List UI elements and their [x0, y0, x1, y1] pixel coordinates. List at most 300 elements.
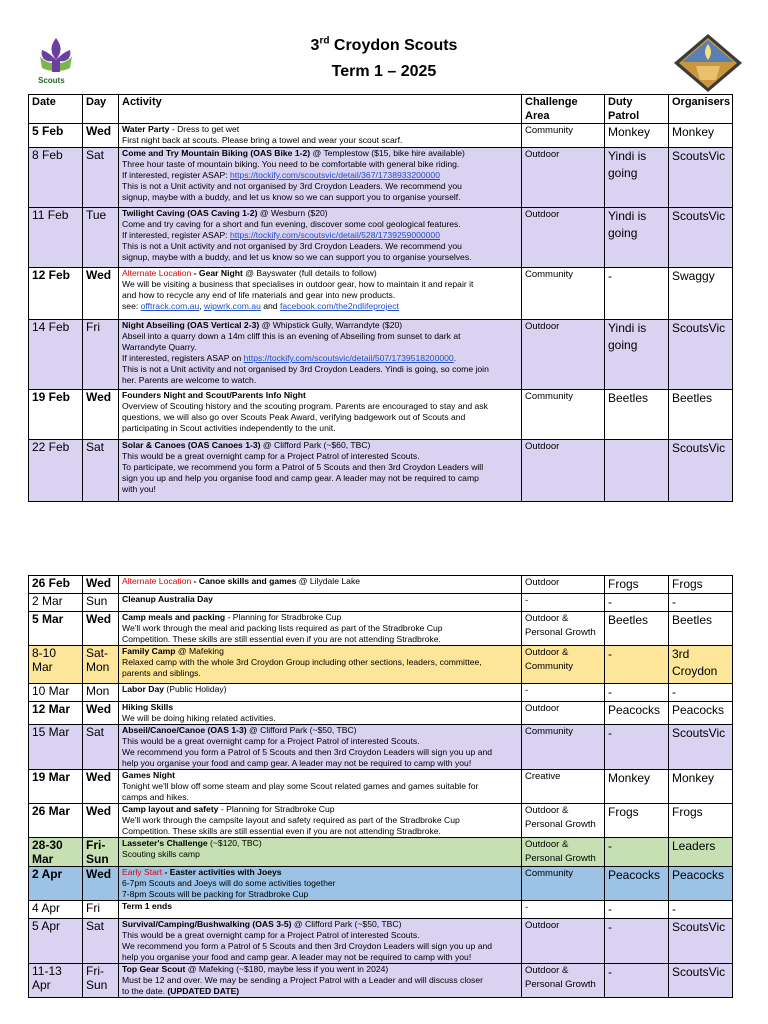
challenge-area-cell: Community — [522, 725, 605, 770]
activity-heading — [122, 594, 518, 605]
challenge-area-cell: Outdoor & Personal Growth — [522, 804, 605, 838]
duty-patrol-cell: Monkey — [605, 770, 669, 804]
activity-text: We will be visiting a business that specialises in outdoor gear, how to maintain it and repair it — [122, 279, 474, 289]
activity-link[interactable]: https://tockify.com/scoutsvic/detail/367/1738933200000 — [229, 170, 440, 180]
date-text: 11-13 Apr — [32, 964, 62, 992]
activity-location-note: Early Start — [122, 867, 163, 877]
organisers-cell: Beetles — [669, 390, 733, 440]
day-text: Sat — [86, 148, 105, 162]
activity-link[interactable]: offtrack.com.au — [140, 301, 200, 311]
schedule-body-2 — [29, 576, 733, 998]
activity-text: her. Parents are welcome to watch. — [122, 375, 257, 385]
day-text: Mon — [86, 684, 110, 698]
activity-title: Twilight Caving (OAS Caving 1-2) — [122, 208, 258, 218]
activity-title: Camp meals and packing — [122, 612, 226, 622]
duty-patrol-cell: Peacocks — [605, 867, 669, 901]
table-row — [29, 684, 733, 702]
date-text: 14 Feb — [32, 320, 70, 334]
activity-cell — [119, 440, 522, 502]
day-text: Sat — [86, 440, 105, 454]
duty-patrol-cell: Beetles — [605, 390, 669, 440]
date-text: 10 Mar — [32, 684, 70, 698]
badge-icon — [672, 32, 744, 94]
duty-patrol-cell: Yindi is going — [605, 148, 669, 208]
activity-detail: - Dress to get wet — [169, 124, 240, 134]
activity-text: To participate, we recommend you form a Patrol of 5 Scouts and then 3rd Croydon Leaders will — [122, 462, 484, 472]
organisers-cell: ScoutsVic — [669, 725, 733, 770]
activity-title: Abseil/Canoe/Canoe (OAS 1-3) — [122, 725, 247, 735]
organisers-cell: ScoutsVic — [669, 964, 733, 998]
activity-link[interactable]: https://tockify.com/scoutsvic/detail/507/1739518200000 — [243, 353, 454, 363]
activity-text: If interested, register ASAP: — [122, 170, 230, 180]
day-cell — [83, 964, 119, 998]
date-text: 19 Mar — [32, 770, 71, 784]
activity-line — [122, 941, 518, 952]
activity-title: Cleanup Australia Day — [122, 594, 213, 604]
activity-heading — [122, 901, 518, 912]
activity-text: Three hour taste of mountain biking. You need to be comfortable with general bike riding. — [122, 159, 460, 169]
activity-cell — [119, 838, 522, 867]
activity-title: Family Camp — [122, 646, 176, 656]
activity-detail: - Planning for Stradbroke Cup — [218, 804, 335, 814]
activity-line — [122, 975, 518, 986]
schedule-table-1 — [28, 94, 733, 502]
activity-text: 6-7pm Scouts and Joeys will do some activities together — [122, 878, 336, 888]
day-cell — [83, 702, 119, 725]
date-cell — [29, 867, 83, 901]
day-text: Sun — [86, 594, 108, 608]
activity-line — [122, 353, 518, 364]
duty-patrol-cell: Beetles — [605, 612, 669, 646]
activity-line — [122, 301, 518, 312]
table-row — [29, 612, 733, 646]
day-cell — [83, 612, 119, 646]
activity-text: and — [260, 301, 280, 311]
activity-title: Term 1 ends — [122, 901, 172, 911]
challenge-area-cell: Community — [522, 867, 605, 901]
organisers-cell: Monkey — [669, 124, 733, 148]
activity-detail: @ Lilydale Lake — [296, 576, 361, 586]
activity-text: If interested, register ASAP: — [122, 230, 230, 240]
date-text: 12 Feb — [32, 268, 71, 282]
duty-patrol-cell: Peacocks — [605, 702, 669, 725]
duty-patrol-cell: - — [605, 725, 669, 770]
activity-text: questions, we will also go over Scouts Peak Award, verifying badgework out of Scouts and — [122, 412, 466, 422]
activity-text: This would be a great overnight camp for a Project Patrol of interested Scouts. — [122, 451, 420, 461]
challenge-area-cell: Outdoor — [522, 919, 605, 964]
activity-title: Night Abseiling (OAS Vertical 2-3) — [122, 320, 260, 330]
activity-text: , — [199, 301, 205, 311]
challenge-area-cell: Outdoor & Community — [522, 646, 605, 684]
table-row — [29, 594, 733, 612]
activity-line — [122, 412, 518, 423]
activity-line — [122, 451, 518, 462]
activity-heading — [122, 208, 518, 219]
activity-text: participating in Scout activities independently to the unit. — [122, 423, 336, 433]
activity-line — [122, 781, 518, 792]
organisers-cell: ScoutsVic — [669, 208, 733, 268]
day-text: Fri-Sun — [86, 838, 109, 866]
activity-line — [122, 623, 518, 634]
activity-title: Founders Night and Scout/Parents Info Night — [122, 390, 306, 400]
col-header-activity: Activity — [119, 95, 522, 124]
activity-cell — [119, 964, 522, 998]
activity-line — [122, 462, 518, 473]
table-row — [29, 804, 733, 838]
activity-title: - Easter activities with Joeys — [162, 867, 282, 877]
day-cell — [83, 594, 119, 612]
day-text: Wed — [86, 612, 112, 626]
activity-heading — [122, 804, 518, 815]
activity-text: This is not a Unit activity and not organised by 3rd Croydon Leaders. We recommend you — [122, 181, 462, 191]
activity-text: Competition. These skills are still essential even if you are not attending Stradbroke. — [122, 634, 441, 644]
activity-line — [122, 668, 518, 679]
activity-cell — [119, 268, 522, 320]
activity-text: Abseil into a quarry down a 14m cliff this is an evening of Abseiling from sunset to dark at — [122, 331, 461, 341]
activity-text: parents and siblings. — [122, 668, 201, 678]
activity-text: We'll work through the campsite layout and safety required as part of the Stradbroke Cup — [122, 815, 460, 825]
day-cell — [83, 124, 119, 148]
activity-line — [122, 401, 518, 412]
day-cell — [83, 440, 119, 502]
activity-cell — [119, 148, 522, 208]
day-cell — [83, 804, 119, 838]
activity-detail: @ Mafeking — [175, 646, 224, 656]
date-text: 28-30 Mar — [32, 838, 63, 866]
date-text: 5 Feb — [32, 124, 64, 138]
duty-patrol-cell: Yindi is going — [605, 208, 669, 268]
date-cell — [29, 612, 83, 646]
activity-cell — [119, 804, 522, 838]
activity-text: signup, maybe with a buddy, and let us know so we can support you to organise yourself. — [122, 192, 461, 202]
activity-line — [122, 279, 518, 290]
activity-text: We recommend you form a Patrol of 5 Scouts and then 3rd Croydon Leaders will sign you up and — [122, 747, 493, 757]
day-text: Sat — [86, 725, 105, 739]
page-subtitle: Term 1 – 2025 — [331, 63, 437, 80]
activity-line — [122, 889, 518, 900]
activity-heading — [122, 390, 518, 401]
activity-text: Come and try caving for a short and fun evening, discover some cool geological features. — [122, 219, 461, 229]
table-header-row — [29, 95, 733, 124]
organisers-cell: Leaders — [669, 838, 733, 867]
col-header-challenge-area: Challenge Area — [522, 95, 605, 124]
activity-line — [122, 484, 518, 495]
activity-text: Tonight we'll blow off some steam and play some Scout related games and games suitable for — [122, 781, 479, 791]
activity-text: We recommend you form a Patrol of 5 Scouts and then 3rd Croydon Leaders will sign you up and — [122, 941, 493, 951]
table-row — [29, 725, 733, 770]
challenge-area-cell: Outdoor — [522, 148, 605, 208]
date-cell — [29, 804, 83, 838]
updated-note: (UPDATED DATE) — [167, 986, 240, 996]
challenge-area-cell: Community — [522, 390, 605, 440]
activity-detail: @ Bayswater (full details to follow) — [242, 268, 377, 278]
activity-detail: @ Clifford Park (~$50, TBC) — [246, 725, 357, 735]
date-text: 5 Mar — [32, 612, 64, 626]
activity-line — [122, 181, 518, 192]
day-cell — [83, 576, 119, 594]
day-cell — [83, 867, 119, 901]
day-text: Fri-Sun — [86, 964, 108, 992]
activity-line — [122, 331, 518, 342]
activity-title: Survival/Camping/Bushwalking (OAS 3-5) — [122, 919, 292, 929]
activity-text: signup, maybe with a buddy, and let us know so we can support you to organise yourselves. — [122, 252, 472, 262]
organisers-cell: Swaggy — [669, 268, 733, 320]
activity-title: - Gear Night — [191, 268, 243, 278]
activity-text: This is not a Unit activity and not organised by 3rd Croydon Leaders. Yindi is going, so come join — [122, 364, 489, 374]
day-cell — [83, 320, 119, 390]
activity-location-note: Alternate Location — [122, 268, 192, 278]
activity-text: This would be a great overnight camp for a Project Patrol of interested Scouts. — [122, 930, 420, 940]
activity-text: . — [453, 353, 457, 363]
activity-cell — [119, 901, 522, 919]
activity-line — [122, 792, 518, 803]
activity-line — [122, 159, 518, 170]
activity-line — [122, 423, 518, 434]
activity-line — [122, 241, 518, 252]
table-row — [29, 867, 733, 901]
day-text: Sat-Mon — [86, 646, 110, 674]
activity-heading — [122, 725, 518, 736]
duty-patrol-cell: - — [605, 964, 669, 998]
date-cell — [29, 148, 83, 208]
duty-patrol-cell: Frogs — [605, 804, 669, 838]
organisers-cell: ScoutsVic — [669, 148, 733, 208]
table-row — [29, 646, 733, 684]
activity-heading — [122, 440, 518, 451]
activity-text: help you organise your food and camp gear. A leader may not be required to camp with you! — [122, 758, 472, 768]
organisers-cell: - — [669, 594, 733, 612]
activity-cell — [119, 594, 522, 612]
activity-cell — [119, 770, 522, 804]
day-cell — [83, 390, 119, 440]
duty-patrol-cell: - — [605, 268, 669, 320]
table-row — [29, 901, 733, 919]
activity-line — [122, 219, 518, 230]
day-text: Wed — [86, 124, 112, 138]
challenge-area-cell: Outdoor — [522, 320, 605, 390]
date-cell — [29, 838, 83, 867]
activity-text: We'll work through the meal and packing lists required as part of the Stradbroke Cup — [122, 623, 443, 633]
table-row — [29, 702, 733, 725]
date-cell — [29, 390, 83, 440]
activity-line — [122, 634, 518, 645]
day-text: Wed — [86, 702, 112, 716]
date-cell — [29, 964, 83, 998]
table-row — [29, 838, 733, 867]
activity-detail: @ Wesburn ($20) — [257, 208, 328, 218]
schedule-body-1 — [29, 124, 733, 502]
col-header-day: Day — [83, 95, 119, 124]
activity-line — [122, 713, 518, 724]
challenge-area-cell: Outdoor & Personal Growth — [522, 612, 605, 646]
date-cell — [29, 594, 83, 612]
activity-line — [122, 657, 518, 668]
scouts-logo-text: Scouts — [38, 76, 65, 85]
activity-line — [122, 952, 518, 963]
activity-line — [122, 473, 518, 484]
activity-text: First night back at scouts. Please bring a towel and wear your scout scarf. — [122, 135, 403, 145]
col-header-date: Date — [29, 95, 83, 124]
activity-line — [122, 290, 518, 301]
date-text: 8-10 Mar — [32, 646, 57, 674]
activity-cell — [119, 576, 522, 594]
activity-heading — [122, 576, 518, 587]
day-text: Wed — [86, 867, 112, 881]
activity-detail: - Planning for Stradbroke Cup — [225, 612, 342, 622]
table-row — [29, 390, 733, 440]
date-cell — [29, 440, 83, 502]
activity-title: Water Party — [122, 124, 170, 134]
activity-text: see: — [122, 301, 141, 311]
challenge-area-cell: - — [522, 901, 605, 919]
date-cell — [29, 684, 83, 702]
organisers-cell: ScoutsVic — [669, 919, 733, 964]
date-text: 12 Mar — [32, 702, 71, 716]
activity-line — [122, 849, 518, 860]
date-cell — [29, 576, 83, 594]
activity-heading — [122, 268, 518, 279]
activity-heading — [122, 612, 518, 623]
table-row — [29, 440, 733, 502]
activity-line — [122, 342, 518, 353]
duty-patrol-cell: - — [605, 901, 669, 919]
table-row — [29, 576, 733, 594]
date-text: 26 Feb — [32, 576, 71, 590]
activity-text: Must be 12 and over. We may be sending a Project Patrol with a Leader and will discuss closer — [122, 975, 483, 985]
day-cell — [83, 148, 119, 208]
activity-title: Games Night — [122, 770, 176, 780]
activity-cell — [119, 702, 522, 725]
duty-patrol-cell: - — [605, 838, 669, 867]
organisers-cell: Frogs — [669, 576, 733, 594]
organisers-cell: ScoutsVic — [669, 320, 733, 390]
duty-patrol-cell: - — [605, 594, 669, 612]
activity-line — [122, 758, 518, 769]
activity-cell — [119, 646, 522, 684]
activity-line — [122, 878, 518, 889]
organisers-cell: Beetles — [669, 612, 733, 646]
day-cell — [83, 208, 119, 268]
date-text: 19 Feb — [32, 390, 71, 404]
activity-text: camps and hikes. — [122, 792, 189, 802]
schedule-table-2 — [28, 575, 733, 998]
challenge-area-cell: Outdoor — [522, 576, 605, 594]
date-cell — [29, 770, 83, 804]
day-cell — [83, 770, 119, 804]
day-cell — [83, 268, 119, 320]
activity-title: Hiking Skills — [122, 702, 174, 712]
activity-heading — [122, 684, 518, 695]
activity-text: This would be a great overnight camp for a Project Patrol of interested Scouts. — [122, 736, 420, 746]
date-text: 11 Feb — [32, 208, 69, 222]
challenge-area-cell: Community — [522, 268, 605, 320]
activity-heading — [122, 770, 518, 781]
activity-line — [122, 252, 518, 263]
activity-link[interactable]: facebook.com/the2ndlifeproject — [279, 301, 399, 311]
date-text: 8 Feb — [32, 148, 63, 162]
day-text: Wed — [86, 576, 112, 590]
day-cell — [83, 919, 119, 964]
title-ordinal: rd — [319, 35, 330, 47]
table-row — [29, 964, 733, 998]
activity-cell — [119, 612, 522, 646]
activity-cell — [119, 867, 522, 901]
table-row — [29, 208, 733, 268]
activity-cell — [119, 208, 522, 268]
col-header-duty-patrol: Duty Patrol — [605, 95, 669, 124]
challenge-area-cell: - — [522, 594, 605, 612]
activity-heading — [122, 838, 518, 849]
day-text: Wed — [86, 804, 112, 818]
activity-detail: (Public Holiday) — [164, 684, 227, 694]
activity-cell — [119, 320, 522, 390]
page-header — [0, 0, 768, 96]
table-row — [29, 320, 733, 390]
date-cell — [29, 702, 83, 725]
challenge-area-cell: Outdoor — [522, 702, 605, 725]
challenge-area-cell: Creative — [522, 770, 605, 804]
activity-detail: @ Clifford Park (~$60, TBC) — [260, 440, 371, 450]
activity-link[interactable]: wipwrk.com.au — [204, 301, 261, 311]
duty-patrol-cell: Yindi is going — [605, 320, 669, 390]
organisers-cell: - — [669, 684, 733, 702]
day-cell — [83, 725, 119, 770]
activity-line — [122, 747, 518, 758]
title-text: Croydon Scouts — [329, 37, 458, 54]
activity-text: 7-8pm Scouts will be packing for Stradbroke Cup — [122, 889, 309, 899]
challenge-area-cell: Outdoor & Personal Growth — [522, 964, 605, 998]
date-cell — [29, 320, 83, 390]
organisers-cell: Peacocks — [669, 702, 733, 725]
date-cell — [29, 268, 83, 320]
table-row — [29, 124, 733, 148]
activity-link[interactable]: https://tockify.com/scoutsvic/detail/528/1739259000000 — [229, 230, 440, 240]
activity-line — [122, 815, 518, 826]
activity-cell — [119, 390, 522, 440]
activity-text: Relaxed camp with the whole 3rd Croydon Group including other sections, leaders, committee, — [122, 657, 482, 667]
activity-text: Warrandyte Quarry. — [122, 342, 197, 352]
organisers-cell: Peacocks — [669, 867, 733, 901]
activity-line — [122, 826, 518, 837]
organisers-cell: Frogs — [669, 804, 733, 838]
challenge-area-cell: Community — [522, 124, 605, 148]
challenge-area-cell: Outdoor — [522, 208, 605, 268]
activity-heading — [122, 702, 518, 713]
activity-title: Camp layout and safety — [122, 804, 219, 814]
duty-patrol-cell: Frogs — [605, 576, 669, 594]
duty-patrol-cell: - — [605, 684, 669, 702]
duty-patrol-cell: - — [605, 646, 669, 684]
table-row — [29, 770, 733, 804]
activity-heading — [122, 320, 518, 331]
activity-heading — [122, 867, 518, 878]
activity-text: Competition. These skills are still essential even if you are not attending Stradbroke. — [122, 826, 441, 836]
page-title — [0, 36, 768, 56]
date-cell — [29, 919, 83, 964]
date-text: 2 Mar — [32, 594, 63, 608]
activity-text: Overview of Scouting history and the scouting program. Parents are encouraged to stay and ask — [122, 401, 488, 411]
activity-detail: @ Templestow ($15, bike hire available) — [310, 148, 465, 158]
date-text: 4 Apr — [32, 901, 61, 915]
activity-line — [122, 930, 518, 941]
challenge-area-cell: Outdoor & Personal Growth — [522, 838, 605, 867]
activity-title: Come and Try Mountain Biking (OAS Bike 1-2) — [122, 148, 311, 158]
duty-patrol-cell: Monkey — [605, 124, 669, 148]
activity-cell — [119, 124, 522, 148]
activity-text: Scouting skills camp — [122, 849, 200, 859]
day-text: Sat — [86, 919, 105, 933]
activity-line — [122, 192, 518, 203]
